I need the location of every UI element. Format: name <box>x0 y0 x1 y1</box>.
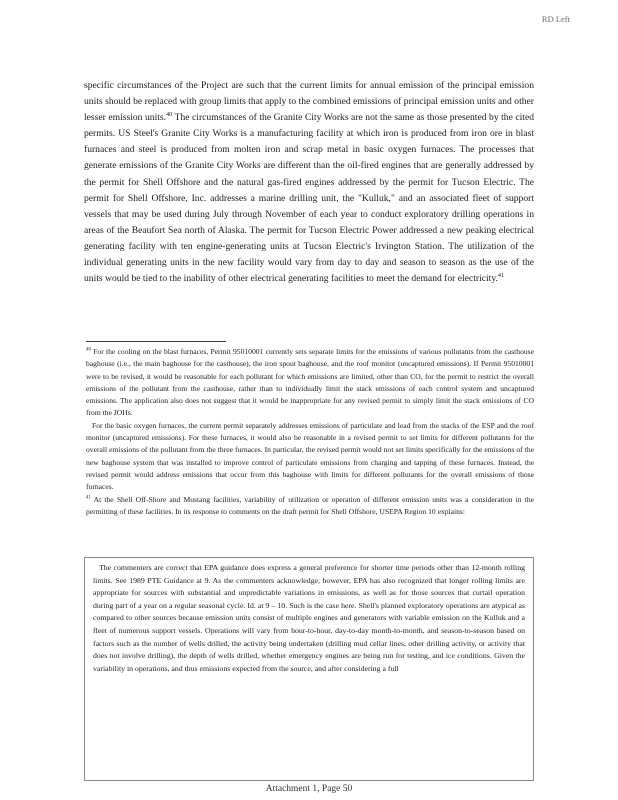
page-footer: Attachment 1, Page 50 <box>265 784 353 794</box>
footnote-number: 41 <box>86 495 91 501</box>
quote-text: The commenters are correct that EPA guidance does express a general preference for shorter time periods other than 12-month rolling limits. See 1989 PTE Guidance at 9. As the commenters acknowledge, however, EPA has also recognized that longer rolling limits are appropriate for sources with substantial and unpredictable variations in emissions, as well as for those sources that curtail operation during part of a year on a regular seasonal cycle. Id. at 9 – 10. Such is the case here. Shell's planned exploratory operations are atypical as compared to other sources because emission units consist of multiple engines and generators with variable emission on the Kulluk and a fleet of numerous support vessels. Operations will vary from hour-to-hour, day-to-day month-to-month, and season-to-season based on factors such as the number of wells drilled, the activity being undertaken (drilling mud cellar lines, other drilling activity, or activity that does not involve drilling), the depth of wells drilled, whether emergency engines are being run for testing, and ice conditions. Given the variability in operations, and thus emissions expected from the source, and after considering a full <box>93 563 525 673</box>
block-quote <box>84 557 534 781</box>
body-text: specific circumstances of the Project are such that the current limits for annual emission of the principal emission units should be replaced with group limits that apply to the combined emissions of principal emission units and other lesser emission units. <box>84 80 534 124</box>
footnote-text: For the cooling on the blast furnaces, Permit 95010001 currently sets separate limits for the emissions of various pollutants from the casthouse baghouse (i.e., the main baghouse for the casthouse), the iron spout baghouse, and the roof monitor (uncaptured emissions). If Permit 95010001 were to be revised, it would be reasonable for each pollutant for which emissions are limited, other than CO, for the permit to restrict the overall emissions of the pollutant from the casthouse, rather than to individually limit the stack emissions of each control system and uncaptured emissions. The application also does not suggest that it would be inappropriate for any revised permit to simply limit the stack emissions of CO from the JOHs. <box>86 347 534 418</box>
footnote-text: For the basic oxygen furnaces, the current permit separately addresses emissions of particulate and lead from the stacks of the ESP and the roof monitor (uncaptured emissions). For these furnaces, it would also be reasonable in a revised permit to set limits for different pollutants for the overall emissions of the pollutant from the three furnaces. In particular, the revised permit would not set limits specifically for the emissions of the new baghouse system that was installed to improve control of particulate emissions from charging and tapping of these furnaces. Instead, the revised permit would address emissions that occur from this baghouse with limits for different pollutants for the overall emissions of those furnaces. <box>86 420 534 492</box>
footnote-divider <box>86 341 226 342</box>
footnotes-section <box>86 346 534 518</box>
body-paragraph <box>84 78 534 287</box>
document-reference: RD Left <box>541 14 570 24</box>
body-text-continued: The circumstances of the Granite City Works are not the same as those presented by the cited permits. US Steel's Granite City Works is a manufacturing facility at which iron is produced from iron ore in blast furnaces and steel is produced from molten iron and scrap metal in basic oxygen furnaces. The processes that generate emissions of the Granite City Works are different than the oil-fired engines that are generally addressed by the permit for Shell Offshore and the natural gas-fired engines addressed by the permit for Tucson Electric. The permit for Shell Offshore, Inc. addresses a marine drilling unit, the "Kulluk," and an associated fleet of support vessels that may be used during July through November of each year to conduct exploratory drilling operations in areas of the Beaufort Sea north of Alaska. The permit for Tucson Electric Power addressed a new peaking electrical generating facility with ten engine-generating units at Tucson Electric's Irvington Station. The utilization of the individual generating units in the new facility would vary from day to day and season to season as the use of the units would be tied to the inability of other electrical generating facilities to meet the demand for electricity. <box>84 112 534 285</box>
footnote-number: 40 <box>86 347 91 353</box>
footnote-40 <box>86 346 534 420</box>
footnote-marker-40: 40 <box>166 111 173 118</box>
footnote-text: At the Shell Off-Shore and Mustang facilities, variability of utilization or operation of different emission units was a consideration in the permitting of these facilities. In its response to comments on the draft permit for Shell Offshore, USEPA Region 10 explains: <box>86 494 534 516</box>
footnote-41 <box>86 494 534 519</box>
footnote-marker-41: 41 <box>497 271 505 279</box>
footnote-40-continued <box>86 420 534 494</box>
